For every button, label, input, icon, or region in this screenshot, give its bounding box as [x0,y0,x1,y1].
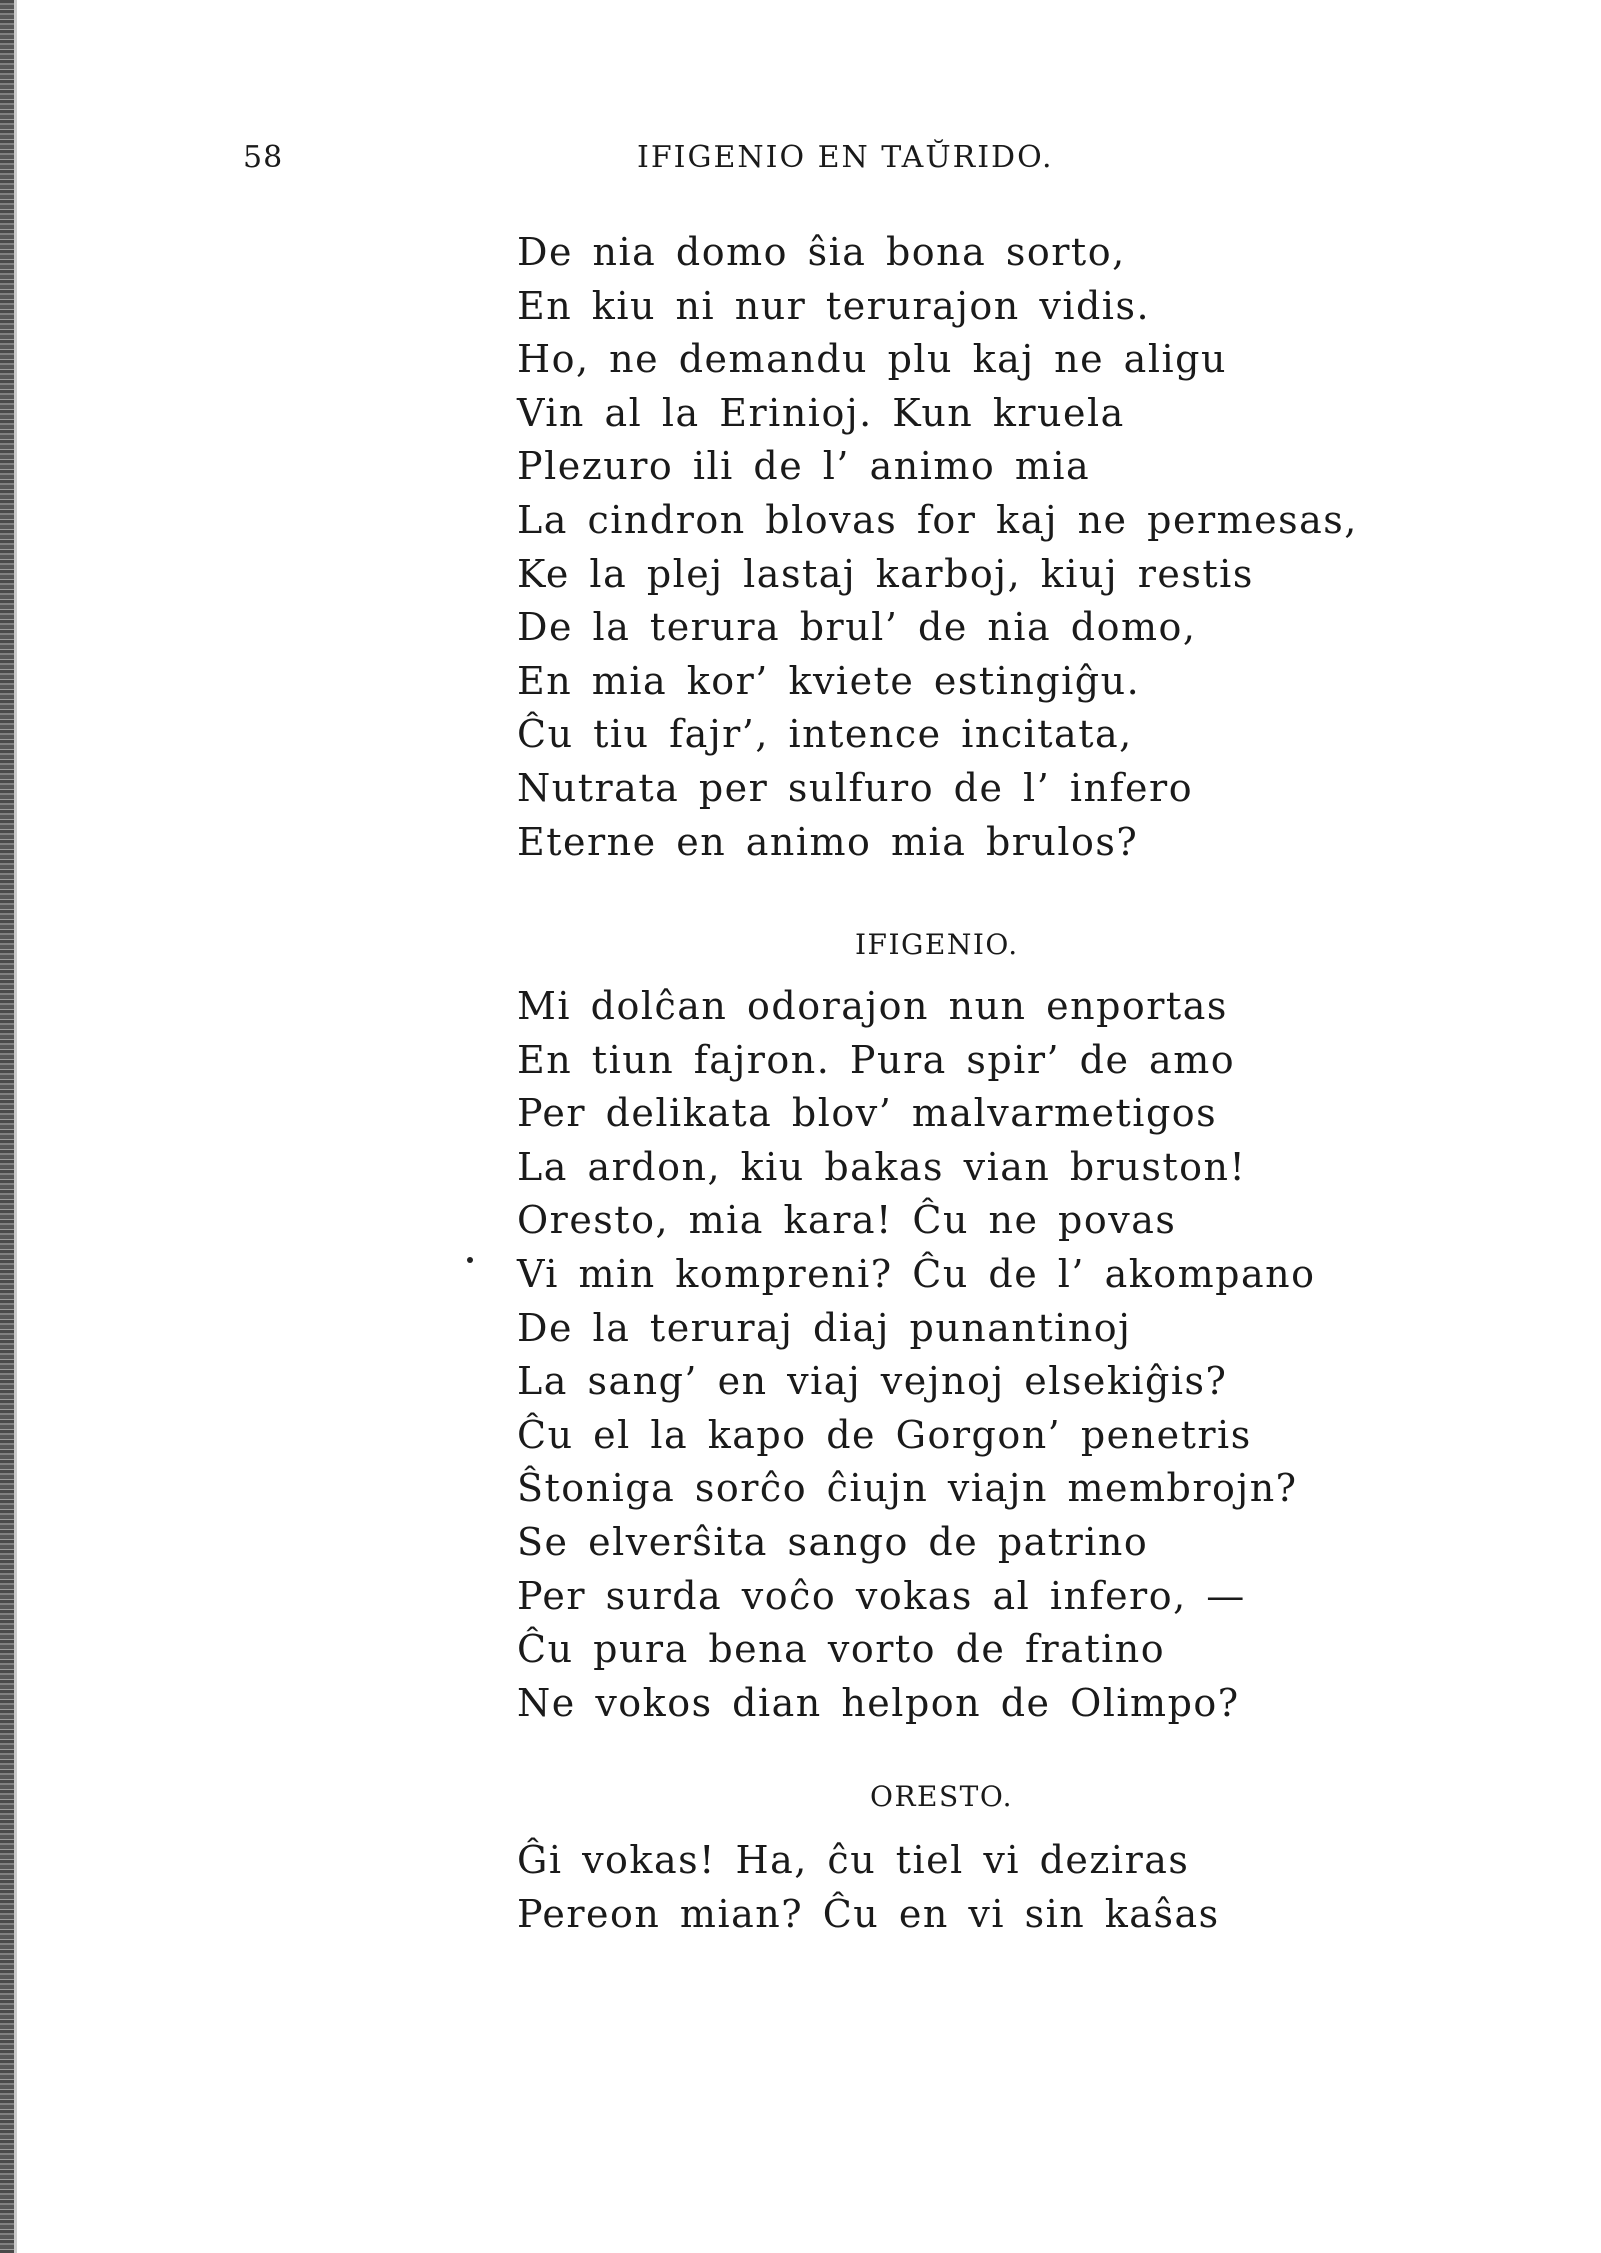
running-head: IFIGENIO EN TAŬRIDO. [637,140,1054,175]
speaker-name: ORESTO. [870,1780,1014,1813]
page-number: 58 [243,140,284,175]
verse-line: En kiu ni nur terurajon vidis. [517,283,1151,328]
verse-line: Vin al la Erinioj. Kun kruela [517,390,1125,435]
verse-line: Ke la plej lastaj karboj, kiuj restis [517,551,1254,596]
verse-line: Se elverŝita sango de patrino [517,1519,1149,1564]
verse-line: Ne vokos dian helpon de Olimpo? [517,1680,1240,1725]
margin-mark [467,1257,473,1263]
verse-line: Per surda voĉo vokas al infero, — [517,1573,1246,1618]
verse-line: Ĉu pura bena vorto de fratino [517,1627,1166,1672]
page-gutter [14,0,17,2253]
verse-line: Eterne en animo mia brulos? [517,819,1139,864]
stanza [517,1834,1220,1941]
verse-line: Ĉu tiu fajr’, intence incitata, [517,712,1133,757]
verse-line: De la teruraj diaj punantinoj [517,1305,1132,1350]
verse-line: Plezuro ili de l’ animo mia [517,444,1091,489]
verse-line: La cindron blovas for kaj ne permesas, [517,497,1358,542]
verse-line: Ŝtoniga sorĉo ĉiujn viajn membrojn? [517,1466,1298,1511]
speaker-name: IFIGENIO. [855,928,1019,961]
book-spine-edge [0,0,14,2253]
verse-line: Ĝi vokas! Ha, ĉu tiel vi deziras [517,1838,1190,1882]
stanza [517,980,1316,1730]
verse-line: De nia domo ŝia bona sorto, [517,230,1126,274]
verse-line: La sang’ en viaj vejnoj elsekiĝis? [517,1359,1228,1404]
verse-line: En mia kor’ kviete estingiĝu. [517,658,1141,703]
verse-line: Per delikata blov’ malvarmetigos [517,1091,1218,1136]
verse-line: Pereon mian? Ĉu en vi sin kaŝas [517,1891,1220,1936]
page-header [0,140,1601,180]
verse-line: Vi min kompreni? Ĉu de l’ akompano [517,1251,1316,1296]
verse-line: De la terura brul’ de nia domo, [517,605,1197,650]
verse-line: Nutrata per sulfuro de l’ infero [517,765,1194,810]
verse-line: Oresto, mia kara! Ĉu ne povas [517,1198,1177,1243]
verse-line: Ĉu el la kapo de Gorgon’ penetris [517,1412,1252,1457]
verse-line: Ho, ne demandu plu kaj ne aligu [517,337,1227,382]
verse-line: La ardon, kiu bakas vian bruston! [517,1144,1247,1189]
verse-line: Mi dolĉan odorajon nun enportas [517,984,1228,1028]
verse-line: En tiun fajron. Pura spir’ de amo [517,1037,1236,1082]
stanza [517,226,1358,869]
